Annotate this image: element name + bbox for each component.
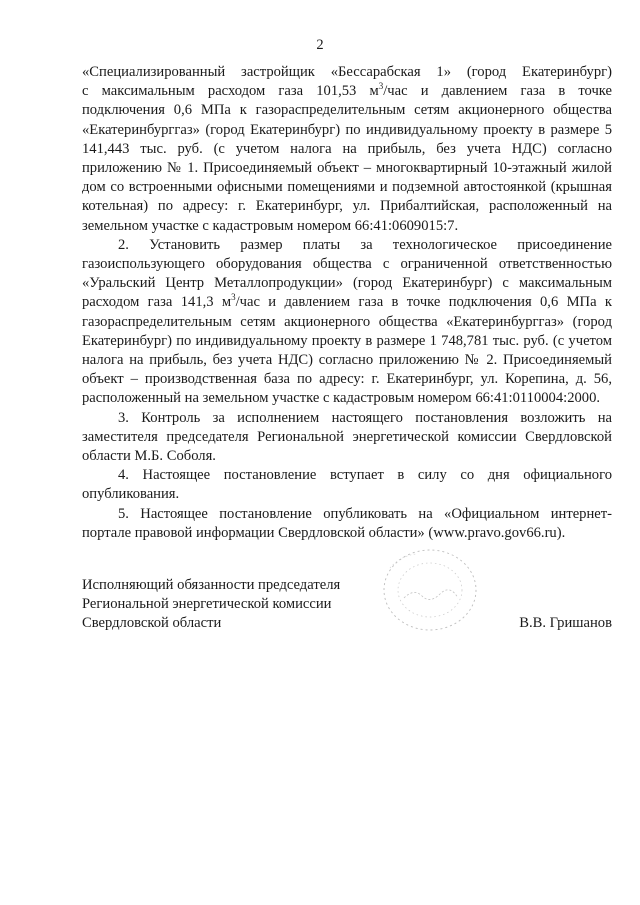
signer-title-line: Свердловской области (82, 615, 222, 632)
signer-title-line: Региональной энергетической комиссии (82, 596, 332, 613)
signer-title-line: Исполняющий обязанности председателя (82, 577, 341, 593)
paragraph-2 (82, 236, 612, 409)
signature-block (82, 576, 612, 634)
document-body (82, 63, 612, 543)
paragraph-2-text: 2. Установить размер платы за технологическое присоединение газоиспользующего оборудования общества с ограниченной ответственностью «Уральский Центр Металлопродукции» (город Екатеринбург) с максимальным расходом газа 141,3 м (82, 236, 612, 311)
paragraph-1-line-1: «Специализированный застройщик «Бессарабская 1» (город Екатеринбург) (82, 64, 612, 80)
paragraph-3: 3. Контроль за исполнением настоящего постановления возложить на заместителя председателя Региональной энергетической комиссии Свердловской области М.Б. Соболя. (82, 409, 612, 465)
paragraph-4: 4. Настоящее постановление вступает в силу со дня официального опубликования. (82, 467, 612, 503)
page-number: 2 (316, 37, 324, 53)
paragraph-1 (82, 63, 612, 82)
paragraph-2-text-end: /час и давлением газа в точке подключения 0,6 МПа к газораспределительным сетям акционерного общества «Екатеринбурггаз» (город Екатеринбург) по индивидуальному проекту в размере 1 748,781 тыс. руб. (с учетом налога на прибыль, без учета НДС) согласно приложению № 2. Присоединяемый объект – производственная база по адресу: г. Екатеринбург, ул. Корепина, д. 56, расположенный на земельном участке с кадастровым номером 66:41:0110004:2000. (82, 294, 612, 407)
paragraph-1-line-2 (82, 82, 612, 101)
paragraph-1-line-2-text: с максимальным расходом газа 101,53 м (82, 83, 379, 100)
superscript-cubic: 3 (231, 292, 236, 303)
superscript-cubic: 3 (378, 81, 384, 92)
paragraph-1-rest: подключения 0,6 МПа к газораспределительным сетям акционерного общества «Екатеринбурггаз» (город Екатеринбург) по индивидуальному проекту в размере 5 141,443 тыс. руб. (с учетом налога на прибыль, без учета НДС) согласно приложению № 1. Присоединяемый объект – многоквартирный 10-этажный жилой дом со встроенными офисными помещениями и подземной автостоянкой (крышная котельная) по адресу: г. Екатеринбург, ул. Прибалтийская, расположенный на земельном участке с кадастровым номером 66:41:0609015:7. (82, 102, 612, 234)
paragraph-1-line-2-text-end: /час и давлением газа в точке (383, 83, 612, 100)
signer-name: В.В. Гришанов (519, 615, 612, 631)
paragraph-5: 5. Настоящее постановление опубликовать на «Официальном интернет-портале правовой информации Свердловской области» (www.pravo.gov66.ru). (82, 505, 612, 541)
